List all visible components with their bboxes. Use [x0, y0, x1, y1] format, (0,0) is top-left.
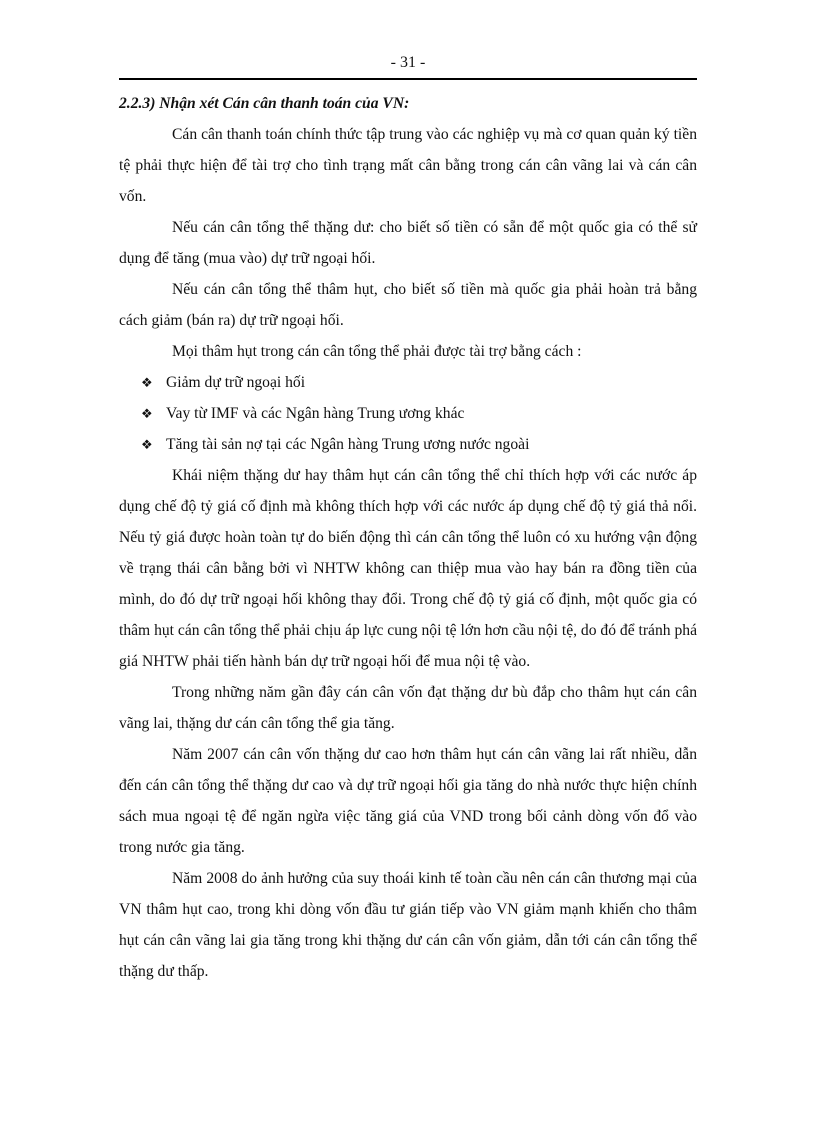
diamond-bullet-icon: ❖	[141, 437, 153, 452]
paragraph-fixed-vs-floating: Khái niệm thặng dư hay thâm hụt cán cân tổng thể chỉ thích hợp với các nước áp dụng chế độ tỷ giá cố định mà không thích hợp với các nước áp dụng chế độ tỷ giá thả nổi. Nếu tỷ giá được hoàn toàn tự do biến động thì cán cân tổng thể luôn có xu hướng vận động về trạng thái cân bằng bởi vì NHTW không can thiệp mua vào hay bán ra đồng tiền của mình, do đó dự trữ ngoại hối không thay đổi. Trong chế độ tỷ giá cố định, một quốc gia có thâm hụt cán cân tổng thể phải chịu áp lực cung nội tệ lớn hơn cầu nội tệ, do đó để tránh phá giá NHTW phải tiến hành bán dự trữ ngoại hối để mua nội tệ vào.	[119, 467, 697, 670]
diamond-bullet-icon: ❖	[141, 406, 153, 421]
list-item	[119, 398, 697, 429]
header-rule	[119, 78, 697, 80]
list-item	[119, 367, 697, 398]
financing-methods-list	[119, 367, 697, 460]
list-item-text: Giảm dự trữ ngoại hối	[166, 374, 306, 391]
section-heading: 2.2.3) Nhận xét Cán cân thanh toán của VN:	[119, 95, 410, 112]
page-number: - 31 -	[390, 54, 426, 71]
page-content	[119, 88, 697, 987]
paragraph-year-2007: Năm 2007 cán cân vốn thặng dư cao hơn thâm hụt cán cân vãng lai rất nhiều, dẫn đến cán cân tổng thể thặng dư cao và dự trữ ngoại hối gia tăng do nhà nước thực hiện chính sách mua ngoại tệ để ngăn ngừa việc tăng giá của VND trong bối cảnh dòng vốn đổ vào trong nước gia tăng.	[119, 746, 697, 856]
paragraph-overall-deficit: Nếu cán cân tổng thể thâm hụt, cho biết số tiền mà quốc gia phải hoàn trả bằng cách giảm (bán ra) dự trữ ngoại hối.	[119, 281, 697, 329]
paragraph-deficit-financing: Mọi thâm hụt trong cán cân tổng thể phải được tài trợ bằng cách :	[172, 343, 582, 360]
diamond-bullet-icon: ❖	[141, 375, 153, 390]
paragraph-year-2008: Năm 2008 do ảnh hưởng của suy thoái kinh tế toàn cầu nên cán cân thương mại của VN thâm hụt cao, trong khi dòng vốn đầu tư gián tiếp vào VN giảm mạnh khiến cho thâm hụt cán cân vãng lai gia tăng trong khi thặng dư cán cân vốn giảm, dẫn tới cán cân tổng thể thặng dư thấp.	[119, 870, 697, 980]
paragraph-recent-years: Trong những năm gần đây cán cân vốn đạt thặng dư bù đắp cho thâm hụt cán cân vãng lai, thặng dư cán cân tổng thể gia tăng.	[119, 684, 697, 732]
list-item	[119, 429, 697, 460]
paragraph-overall-surplus: Nếu cán cân tổng thể thặng dư: cho biết số tiền có sẵn để một quốc gia có thể sử dụng để tăng (mua vào) dự trữ ngoại hối.	[119, 219, 697, 267]
list-item-text: Vay từ IMF và các Ngân hàng Trung ương khác	[166, 405, 465, 422]
list-item-text: Tăng tài sản nợ tại các Ngân hàng Trung ương nước ngoài	[166, 436, 530, 453]
paragraph-official-balance: Cán cân thanh toán chính thức tập trung vào các nghiệp vụ mà cơ quan quản ký tiền tệ phải thực hiện để tài trợ cho tình trạng mất cân bằng trong cán cân vãng lai và cán cân vốn.	[119, 126, 697, 205]
